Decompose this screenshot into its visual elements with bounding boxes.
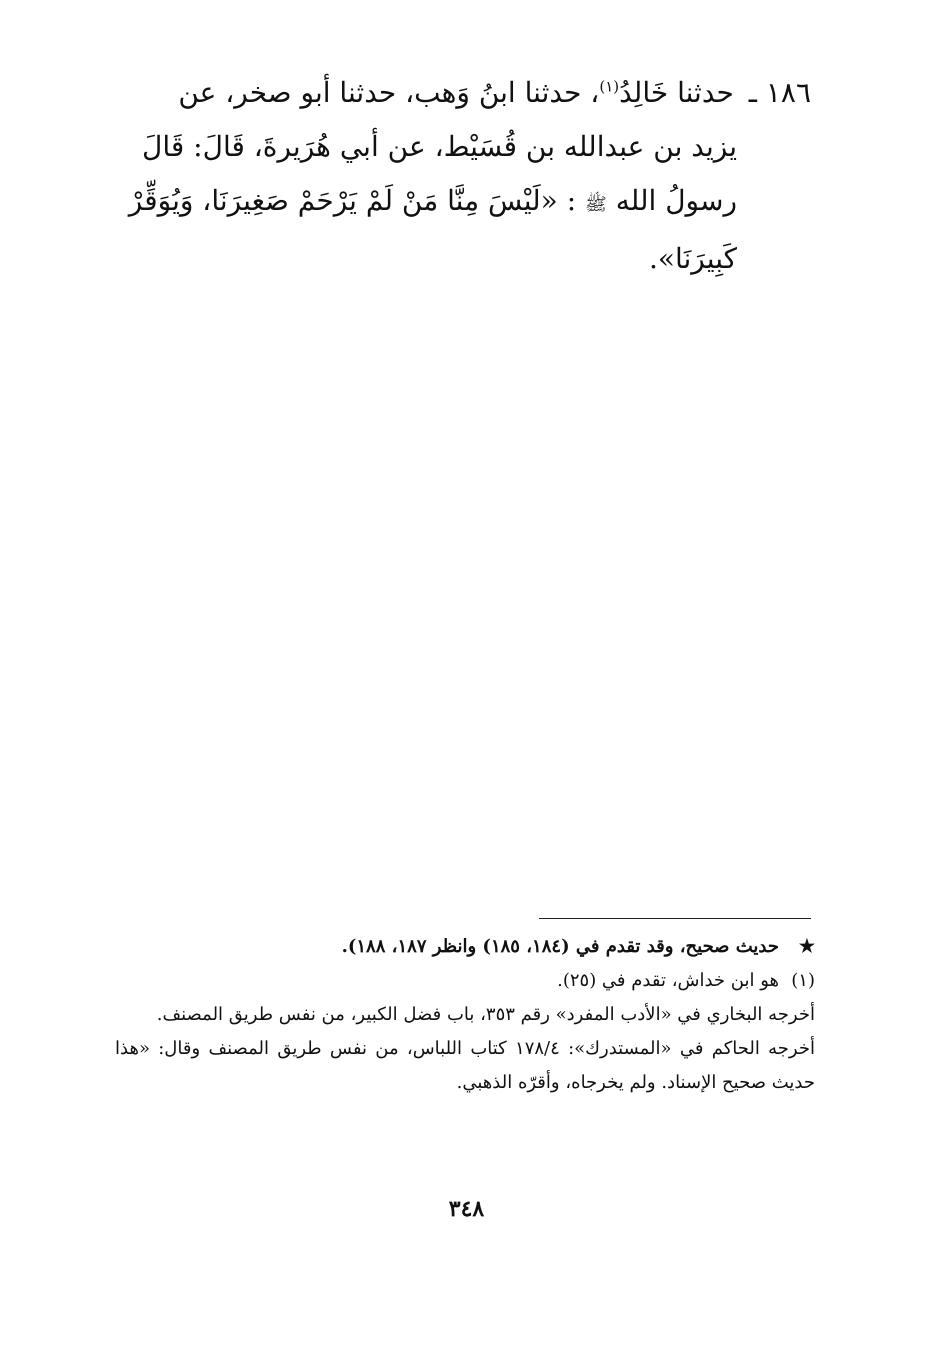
footnote-separator [539,918,811,919]
footnote-1-text: هو ابن خداش، تقدم في (٢٥). [557,970,779,991]
footnotes [115,930,815,1100]
hadith-line-3 [111,174,811,232]
footnote-1 [115,964,815,998]
hadith-line-2: يزيد بن عبدالله بن قُسَيْط، عن أبي هُرَيرةَ، قَالَ: قَالَ [142,130,737,163]
hadith-line-1 [178,76,811,109]
footnote-1-mark: (١) [791,970,815,991]
footnote-paragraph-hakim: أخرجه الحاكم في «المستدرك»: ١٧٨/٤ كتاب اللباس، من نفس طريق المصنف وقال: «هذا حديث صحيح الإسناد. ولم يخرجاه، وأقرّه الذهبي. [115,1038,815,1093]
hadith-line-1-end: ، حدثنا ابنُ وَهب، حدثنا أبو صخر، عن [178,76,600,109]
hadith-line-1-start: حدثنا خَالِدُ [619,76,734,109]
footnote-star [115,930,815,964]
footnote-paragraph-bukhari: أخرجه البخاري في «الأدب المفرد» رقم ٣٥٣، باب فضل الكبير، من نفس طريق المصنف. [156,1004,815,1025]
star-icon: ★ [798,936,815,957]
hadith-number: ١٨٦ ـ [748,76,811,109]
hadith-line-3-start: رسولُ الله [615,184,737,217]
hadith-line-3-end: : «لَيْسَ مِنَّا مَنْ لَمْ يَرْحَمْ صَغِيرَنَا، وَيُوَقِّرْ [128,184,577,217]
footnote-star-text: حديث صحيح، وقد تقدم في (١٨٤، ١٨٥) وانظر ١٨٧، ١٨٨). [341,936,779,957]
hadith-text [111,66,811,286]
hadith-line-4: كَبِيرَنَا». [648,242,737,275]
salutation-symbol: ﷺ [585,194,607,215]
footnote-reference: (١) [599,77,620,96]
page-number: ٣٤٨ [448,1196,485,1222]
